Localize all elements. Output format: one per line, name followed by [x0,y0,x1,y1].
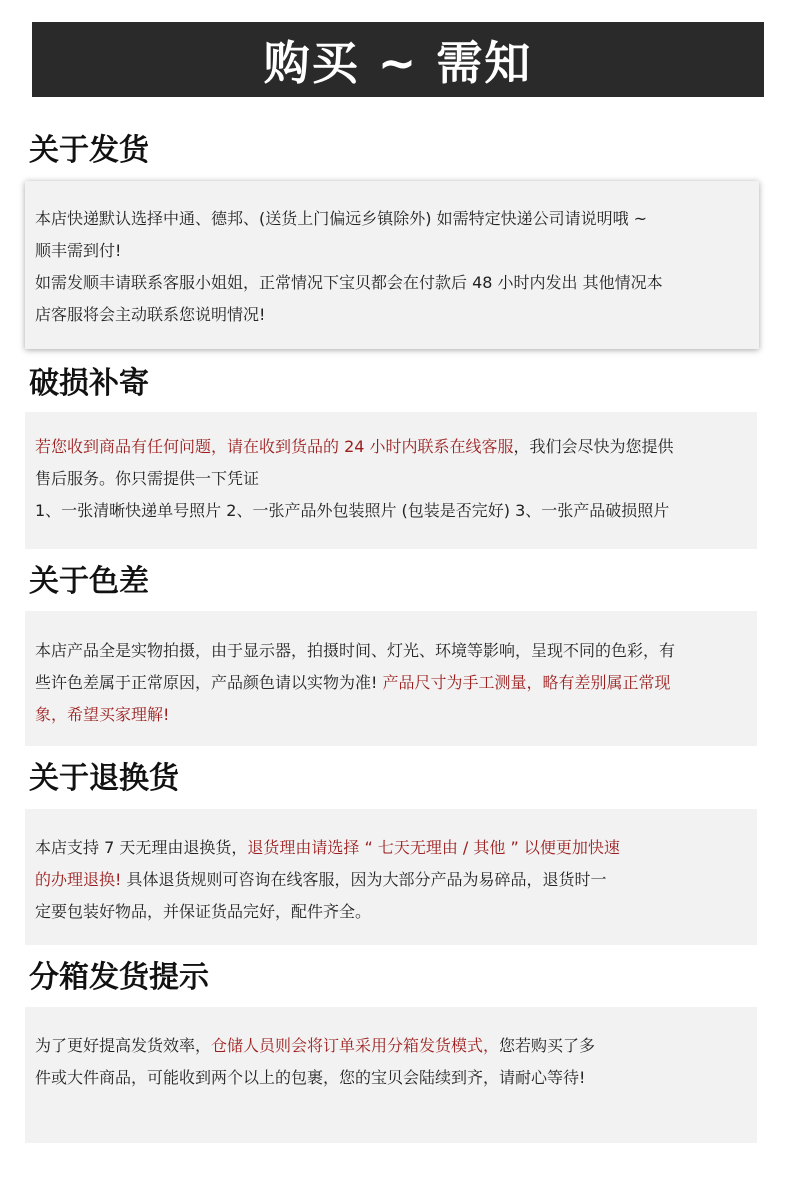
highlight-text: 若您收到商品有任何问题，请在收到货品的 24 小时内联系在线客服 [35,437,514,456]
body-text: 如需发顺丰请联系客服小姐姐，正常情况下宝贝都会在付款后 48 小时内发出 其他情况本 [35,273,663,292]
text-line [35,495,747,527]
text-line [35,896,747,928]
text-line [35,299,749,331]
text-line [35,431,747,463]
body-text: 件或大件商品，可能收到两个以上的包裹，您的宝贝会陆续到齐，请耐心等待! [35,1068,586,1087]
body-text: 您若购买了多 [499,1036,596,1055]
body-text: 本店支持 7 天无理由退换货， [35,838,248,857]
body-text: 售后服务。你只需提供一下凭证 [35,469,260,488]
section-heading-split-shipping: 分箱发货提示 [29,960,209,995]
text-line [35,864,747,896]
highlight-text: 仓储人员则会将订单采用分箱发货模式， [211,1036,500,1055]
body-text: 本店产品全是实物拍摄，由于显示器，拍摄时间、灯光、环境等影响，呈现不同的色彩，有 [35,641,676,660]
body-text: ，我们会尽快为您提供 [513,437,674,456]
highlight-text: 退货理由请选择 “ 七天无理由 / 其他 ” 以便更加快速 [247,838,620,857]
text-line [35,463,747,495]
highlight-text: 象，希望买家理解! [35,705,170,724]
body-text: 店客服将会主动联系您说明情况! [35,305,266,324]
body-text: 顺丰需到付! [35,241,122,260]
section-heading-color: 关于色差 [29,564,149,599]
text-line [35,699,747,731]
section-box-shipping [25,181,759,349]
page-banner [32,22,764,97]
text-line [35,635,747,667]
section-box-color [25,611,757,746]
section-heading-shipping: 关于发货 [29,133,149,168]
section-box-returns [25,809,757,945]
text-line [35,203,749,235]
body-text: 1、一张清晰快递单号照片 2、一张产品外包装照片 (包装是否完好) 3、一张产品破损照片 [35,501,670,520]
text-line [35,267,749,299]
highlight-text: 的办理退换! [35,870,127,889]
body-text: 些许色差属于正常原因，产品颜色请以实物为准! [35,673,383,692]
section-box-damage [25,412,757,549]
banner-title: 购买 ~ 需知 [263,35,533,90]
body-text: 本店快递默认选择中通、德邦、(送货上门偏远乡镇除外) 如需特定快递公司请说明哦 ~ [35,209,648,228]
section-heading-damage: 破损补寄 [29,366,149,401]
text-line [35,667,747,699]
text-line [35,1062,747,1094]
section-heading-returns: 关于退换货 [29,761,179,796]
text-line [35,832,747,864]
body-text: 具体退货规则可咨询在线客服，因为大部分产品为易碎品，退货时一 [126,870,607,889]
highlight-text: 产品尺寸为手工测量，略有差别属正常现 [382,673,671,692]
text-line [35,1030,747,1062]
section-box-split-shipping [25,1007,757,1143]
body-text: 定要包装好物品，并保证货品完好，配件齐全。 [35,902,372,921]
body-text: 为了更好提高发货效率， [35,1036,212,1055]
text-line [35,235,749,267]
